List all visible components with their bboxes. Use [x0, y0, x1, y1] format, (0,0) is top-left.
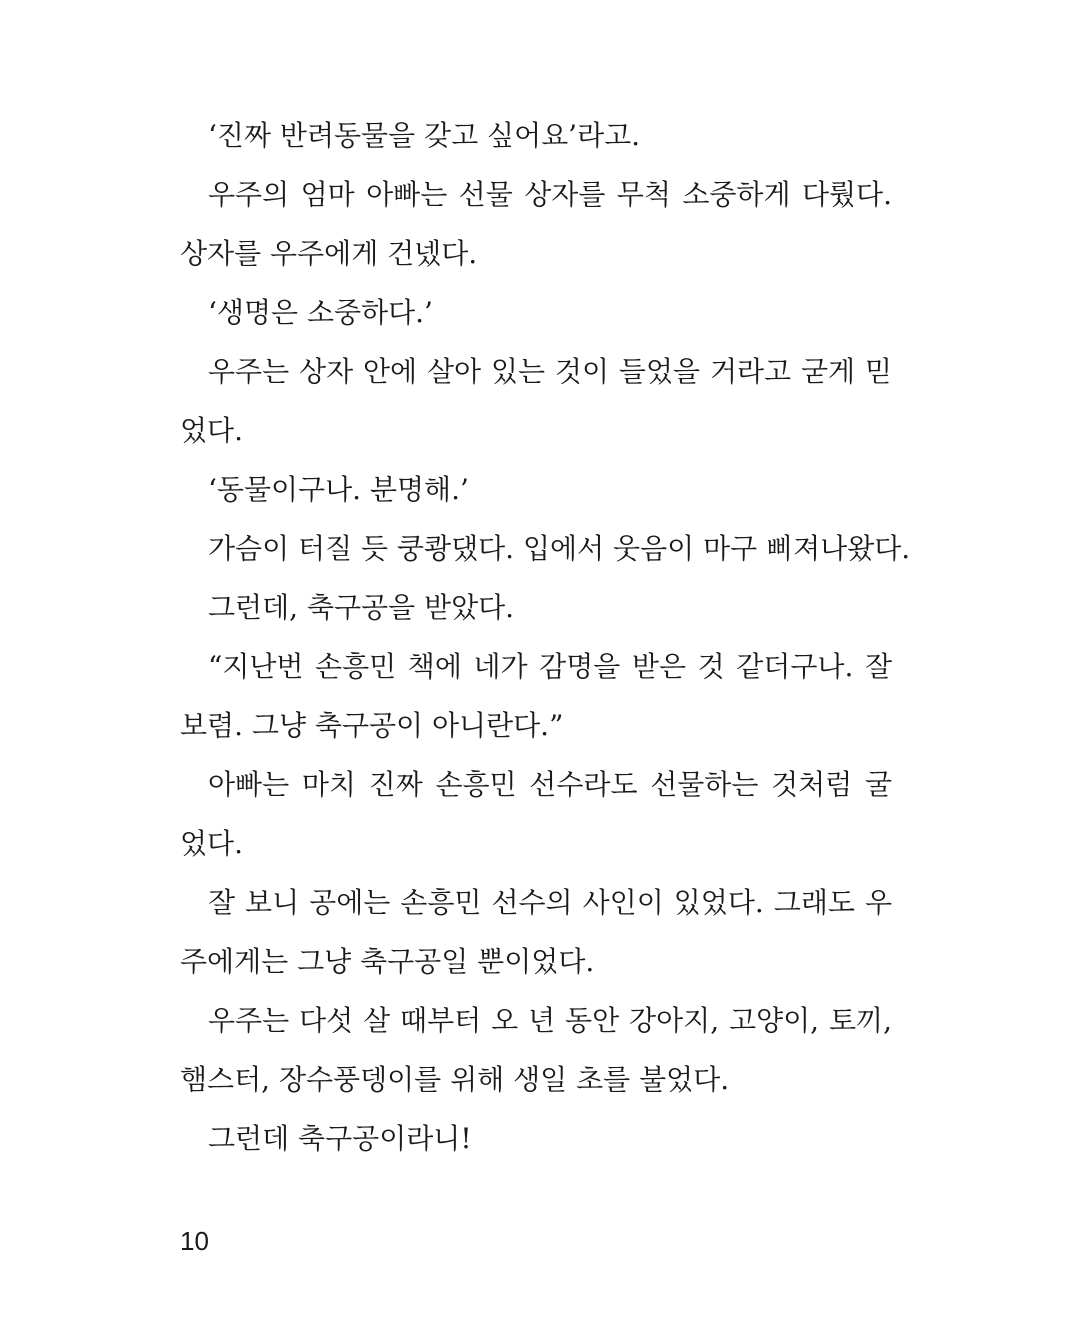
text-line: 보렴. 그냥 축구공이 아니란다.” [180, 709, 564, 742]
text-line: 잘 보니 공에는 손흥민 선수의 사인이 있었다. 그래도 우 [208, 886, 892, 919]
text-line: ‘생명은 소중하다.’ [208, 296, 433, 329]
text-line: ‘진짜 반려동물을 갖고 싶어요’라고. [208, 119, 641, 152]
text-line: 그런데, 축구공을 받았다. [208, 591, 515, 624]
text-line: 우주는 다섯 살 때부터 오 년 동안 강아지, 고양이, 토끼, [208, 1004, 892, 1037]
text-line: 아빠는 마치 진짜 손흥민 선수라도 선물하는 것처럼 굴 [208, 768, 892, 801]
text-line: “지난번 손흥민 책에 네가 감명을 받은 것 같더구나. 잘 [208, 650, 892, 683]
text-line: 었다. [180, 827, 243, 860]
text-line: 우주는 상자 안에 살아 있는 것이 들었을 거라고 굳게 믿 [208, 355, 892, 388]
text-line: 우주의 엄마 아빠는 선물 상자를 무척 소중하게 다뤘다. [208, 178, 892, 211]
text-line: 었다. [180, 414, 243, 447]
page-number: 10 [180, 1226, 209, 1256]
text-line: 가슴이 터질 듯 쿵쾅댔다. 입에서 웃음이 마구 삐져나왔다. [208, 532, 911, 565]
text-line: 햄스터, 장수풍뎅이를 위해 생일 초를 불었다. [180, 1063, 730, 1096]
body-text [180, 106, 911, 1168]
text-line: 그런데 축구공이라니! [208, 1122, 472, 1155]
text-line: ‘동물이구나. 분명해.’ [208, 473, 469, 506]
text-line: 상자를 우주에게 건넸다. [180, 237, 478, 270]
text-line: 주에게는 그냥 축구공일 뿐이었다. [180, 945, 595, 978]
